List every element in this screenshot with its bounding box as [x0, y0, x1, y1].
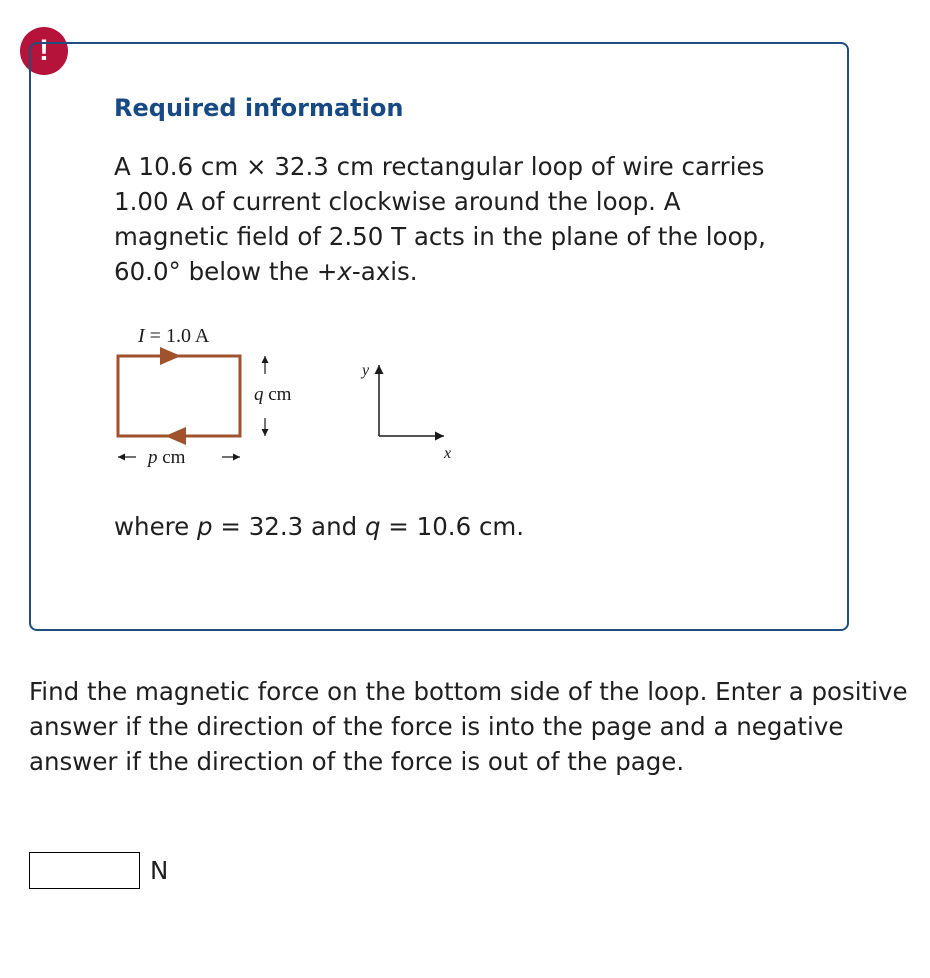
- width-var: p: [148, 447, 158, 468]
- x-axis-label: x: [444, 445, 452, 462]
- width-label: [146, 447, 186, 468]
- where-q-var: q: [364, 512, 381, 541]
- info-title: Required information: [114, 94, 404, 122]
- where-q-value: = 10.6 cm.: [380, 512, 525, 541]
- answer-unit: N: [150, 855, 169, 885]
- width-unit: cm: [157, 447, 186, 468]
- where-prefix: where: [114, 512, 198, 541]
- y-axis-label: y: [362, 362, 370, 379]
- where-p-value: = 32.3 and: [212, 512, 365, 541]
- exclamation-icon: !: [39, 34, 49, 67]
- height-var: q: [254, 384, 264, 405]
- wire-loop: [118, 356, 240, 436]
- height-unit: cm: [263, 384, 292, 405]
- height-label: [254, 384, 292, 405]
- current-value: = 1.0 A: [144, 325, 210, 347]
- where-statement: [114, 509, 524, 544]
- current-var: I: [138, 325, 145, 347]
- info-text-part-1: A 10.6 cm × 32.3 cm rectangular loop of wire carries 1.00 A of current clockwise around the loop. A magnetic field of 2.50 T acts in the plane of the loop, 60.0° below the +: [114, 152, 766, 286]
- where-p-var: p: [197, 512, 213, 541]
- info-text-axis-var: x: [337, 257, 352, 286]
- current-label: [137, 325, 210, 347]
- question-text: Find the magnetic force on the bottom side of the loop. Enter a positive answer if the direction of the force is into the page and a negative answer if the direction of the force is out of the page.: [29, 677, 908, 776]
- answer-row: [29, 851, 168, 889]
- info-description: [114, 149, 774, 289]
- loop-figure: [108, 318, 468, 478]
- info-text-part-3: -axis.: [351, 257, 418, 286]
- answer-input[interactable]: [29, 852, 140, 889]
